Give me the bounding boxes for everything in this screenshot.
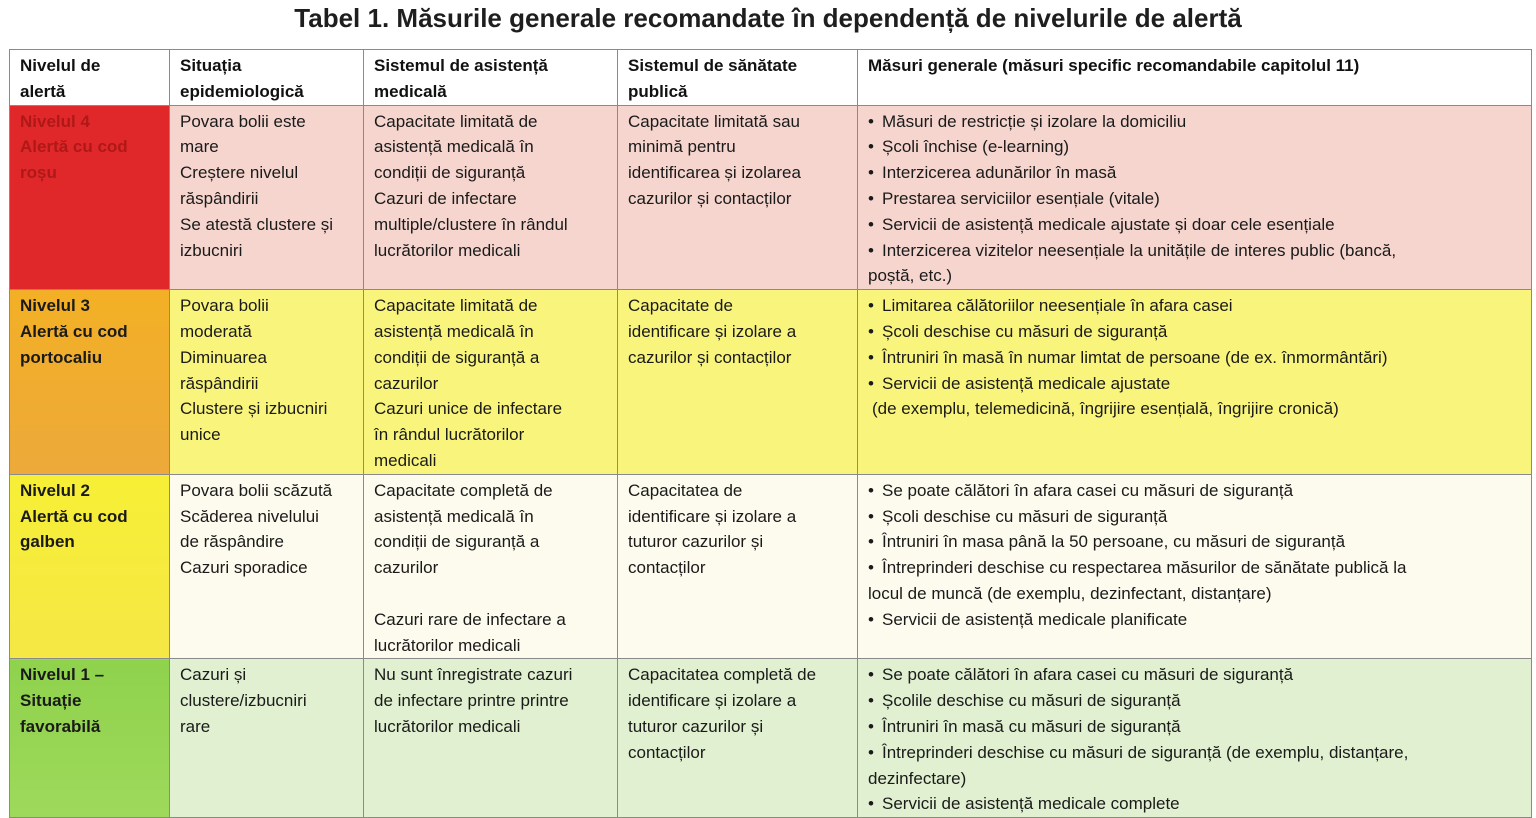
header-situation: Situația epidemiologică bbox=[170, 50, 364, 106]
level-4-public: Capacitate limitată sau minimă pentru identificarea și izolarea cazurilor și contacților bbox=[618, 105, 858, 290]
level-2-public: Capacitatea de identificare și izolare a tuturor cazurilor și contacților bbox=[618, 474, 858, 659]
level-4-medical: Capacitate limitată de asistență medicală în condiții de siguranță Cazuri de infectare multiple/clustere în rândul lucrătorilor medicali bbox=[364, 105, 618, 290]
list-item: • Se poate călători în afara casei cu măsuri de siguranță bbox=[868, 480, 1294, 500]
row-level-1 bbox=[10, 659, 1532, 818]
list-item: • Școli deschise cu măsuri de siguranță bbox=[868, 506, 1168, 526]
list-item: • Măsuri de restricție și izolare la domiciliu bbox=[868, 111, 1187, 131]
list-item: • Interzicerea adunărilor în masă bbox=[868, 163, 1117, 183]
level-3-public: Capacitate de identificare și izolare a cazurilor și contacților bbox=[618, 290, 858, 475]
row-level-3 bbox=[10, 290, 1532, 475]
level-2-cell: Nivelul 2 Alertă cu cod galben bbox=[10, 474, 170, 659]
list-item: • Servicii de asistență medicale ajustate bbox=[868, 373, 1171, 393]
list-item: • Întruniri în masă cu măsuri de siguranță bbox=[868, 716, 1181, 736]
level-4-measures: • Măsuri de restricție și izolare la domiciliu • Școli închise (e-learning) • Interzicerea adunărilor în masă • Prestarea serviciilor esențiale (vitale) • Servicii de asistență medicale ajustate și doar cele esențiale • Interzicerea vizitelor neesențiale la unitățile de interes public (bancă, poștă, etc.) bbox=[858, 105, 1532, 290]
list-item: • Întreprinderi deschise cu respectarea măsurilor de sănătate publică la bbox=[868, 558, 1407, 578]
list-item: • Întreprinderi deschise cu măsuri de siguranță (de exemplu, distanțare, bbox=[868, 742, 1409, 762]
row-level-4 bbox=[10, 105, 1532, 290]
list-item: • Servicii de asistență medicale planificate bbox=[868, 609, 1188, 629]
level-3-situation: Povara bolii moderată Diminuarea răspândirii Clustere și izbucniri unice bbox=[170, 290, 364, 475]
header-medical-system: Sistemul de asistență medicală bbox=[364, 50, 618, 106]
list-item: • Întruniri în masa până la 50 persoane, cu măsuri de siguranță bbox=[868, 532, 1346, 552]
level-2-situation: Povara bolii scăzută Scăderea nivelului de răspândire Cazuri sporadice bbox=[170, 474, 364, 659]
level-1-situation: Cazuri și clustere/izbucniri rare bbox=[170, 659, 364, 818]
alert-levels-table bbox=[9, 49, 1532, 818]
level-3-measures: • Limitarea călătoriilor neesențiale în afara casei • Școli deschise cu măsuri de siguranță • Întruniri în masă în numar limtat de persoane (de ex. înmormântări) • Servicii de asistență medicale ajustate (de exemplu, telemedicină, îngrijire esențială, îngrijire cronică) bbox=[858, 290, 1532, 475]
header-level: Nivelul de alertă bbox=[10, 50, 170, 106]
list-item: • Se poate călători în afara casei cu măsuri de siguranță bbox=[868, 665, 1294, 685]
header-public-health: Sistemul de sănătate publică bbox=[618, 50, 858, 106]
level-2-measures: • Se poate călători în afara casei cu măsuri de siguranță • Școli deschise cu măsuri de siguranță • Întruniri în masa până la 50 persoane, cu măsuri de siguranță • Întreprinderi deschise cu respectarea măsurilor de sănătate publică la locul de muncă (de exemplu, dezinfectant, distanțare) • Servicii de asistență medicale planificate bbox=[858, 474, 1532, 659]
list-item: • Prestarea serviciilor esențiale (vitale) bbox=[868, 188, 1160, 208]
list-item: • Întruniri în masă în numar limtat de persoane (de ex. înmormântări) bbox=[868, 347, 1388, 367]
list-item: • Interzicerea vizitelor neesențiale la unitățile de interes public (bancă, bbox=[868, 240, 1397, 260]
list-item: • Servicii de asistență medicale ajustate și doar cele esențiale bbox=[868, 214, 1335, 234]
header-row bbox=[10, 50, 1532, 106]
level-2-medical: Capacitate completă de asistență medicală în condiții de siguranță a cazurilor Cazuri rare de infectare a lucrătorilor medicali bbox=[364, 474, 618, 659]
level-4-cell: Nivelul 4 Alertă cu cod roșu bbox=[10, 105, 170, 290]
list-item: • Limitarea călătoriilor neesențiale în afara casei bbox=[868, 296, 1233, 316]
list-item: • Servicii de asistență medicale complete bbox=[868, 794, 1180, 814]
row-level-2 bbox=[10, 474, 1532, 659]
level-3-medical: Capacitate limitată de asistență medicală în condiții de siguranță a cazurilor Cazuri unice de infectare în rândul lucrătorilor medicali bbox=[364, 290, 618, 475]
header-measures: Măsuri generale (măsuri specific recomandabile capitolul 11) bbox=[858, 50, 1532, 106]
level-1-public: Capacitatea completă de identificare și izolare a tuturor cazurilor și contacților bbox=[618, 659, 858, 818]
level-1-medical: Nu sunt înregistrate cazuri de infectare printre printre lucrătorilor medicali bbox=[364, 659, 618, 818]
list-item: • Școlile deschise cu măsuri de siguranță bbox=[868, 691, 1181, 711]
level-1-cell: Nivelul 1 – Situație favorabilă bbox=[10, 659, 170, 818]
level-3-cell: Nivelul 3 Alertă cu cod portocaliu bbox=[10, 290, 170, 475]
list-item: • Școli deschise cu măsuri de siguranță bbox=[868, 321, 1168, 341]
list-item: • Școli închise (e-learning) bbox=[868, 137, 1070, 157]
level-1-measures: • Se poate călători în afara casei cu măsuri de siguranță • Școlile deschise cu măsuri de siguranță • Întruniri în masă cu măsuri de siguranță • Întreprinderi deschise cu măsuri de siguranță (de exemplu, distanțare, dezinfectare) • Servicii de asistență medicale complete bbox=[858, 659, 1532, 818]
table-title: Tabel 1. Măsurile generale recomandate în dependență de nivelurile de alertă bbox=[294, 3, 1242, 33]
level-4-situation: Povara bolii este mare Creștere nivelul răspândirii Se atestă clustere și izbucniri bbox=[170, 105, 364, 290]
